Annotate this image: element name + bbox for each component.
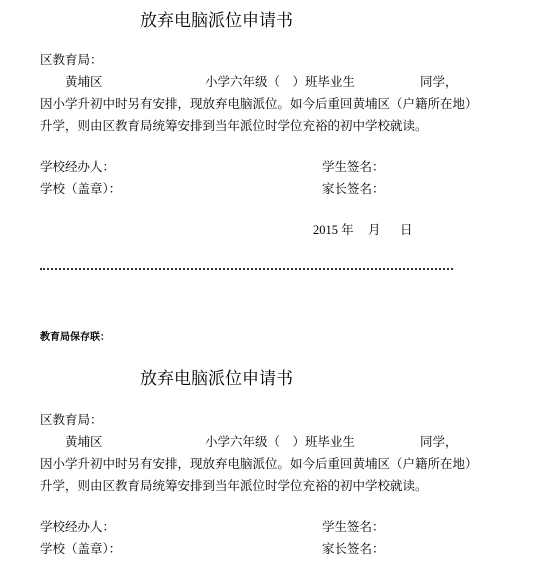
form1-school-seal: 学校（盖章）：: [40, 181, 122, 196]
form2-title: 放弃电脑派位申请书: [140, 369, 293, 389]
form2-district: 黄埔区: [65, 434, 103, 449]
form2-salutation: 区教育局：: [40, 412, 103, 427]
form2-line3: 升学，则由区教育局统筹安排到当年派位时学位充裕的初中学校就读。: [40, 478, 428, 493]
form1-date-month: 月: [368, 223, 381, 237]
tear-off-divider: [40, 268, 453, 270]
form1-district: 黄埔区: [65, 74, 103, 89]
form1-line3: 升学，则由区教育局统筹安排到当年派位时学位充裕的初中学校就读。: [40, 118, 428, 133]
form1-salutation: 区教育局：: [40, 52, 103, 67]
form1-student: 同学，: [420, 74, 458, 89]
form1-line2: 因小学升初中时另有安排，现放弃电脑派位。如今后重回黄埔区（户籍所在地）: [40, 96, 478, 111]
form1-date-year: 2015 年: [313, 223, 354, 237]
form2-school-handler: 学校经办人：: [40, 519, 116, 534]
form2-student-sign: 学生签名：: [322, 519, 385, 534]
form2-parent-sign: 家长签名：: [322, 541, 385, 556]
form2-student: 同学，: [420, 434, 458, 449]
form1-date-day: 日: [400, 223, 413, 237]
form1-class: 小学六年级（ ）班毕业生: [205, 74, 356, 89]
form1-school-handler: 学校经办人：: [40, 159, 116, 174]
form2-class: 小学六年级（ ）班毕业生: [205, 434, 356, 449]
divider-label: 教育局保存联：: [40, 332, 110, 343]
form2-school-seal: 学校（盖章）：: [40, 541, 122, 556]
form1-parent-sign: 家长签名：: [322, 181, 385, 196]
form2-line2: 因小学升初中时另有安排，现放弃电脑派位。如今后重回黄埔区（户籍所在地）: [40, 456, 478, 471]
form1-title: 放弃电脑派位申请书: [140, 11, 293, 31]
form1-student-sign: 学生签名：: [322, 159, 385, 174]
